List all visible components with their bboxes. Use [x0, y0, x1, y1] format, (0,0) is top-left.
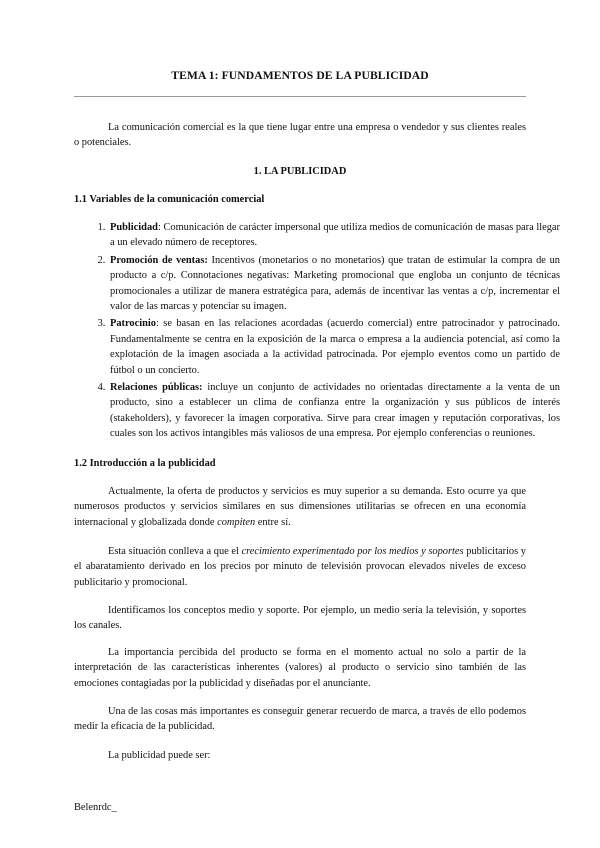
- subsection-heading-variables: 1.1 Variables de la comunicación comercial: [74, 194, 265, 205]
- intro-paragraph: La comunicación comercial es la que tiene lugar entre una empresa o vendedor y sus clientes reales o potenciales.: [74, 122, 526, 149]
- footer-author: Belenrdc_: [74, 802, 117, 813]
- list-item: 1. Publicidad: Comunicación de carácter impersonal que utiliza medios de comunicación de masas para llegar a un elevado número de receptores.: [108, 220, 560, 251]
- list-item-text: incluye un conjunto de actividades no orientadas directamente a la venta de un producto, sino a establecer un clima de confianza entre la organización y sus públicos de interés (stakeholders), y favorecer la imagen corporativa. Sirve para crear imagen y reputación corporativas, los cuales son los activos intangibles más valiosos de una empresa. Por ejemplo conferencias o reuniones.: [110, 382, 560, 440]
- title-divider: [74, 96, 526, 97]
- paragraph-importancia: La importancia percibida del producto se forma en el momento actual no solo a partir de la interpretación de las características inherentes (valores) al producto o servicio sino también de las emociones contagiadas por la publicidad y diseñadas por el anunciante.: [74, 647, 526, 689]
- paragraph-oferta: Actualmente, la oferta de productos y servicios es muy superior a su demanda. Esto ocurre ya que numerosos productos y servicios similares en sus dimensiones utilitarias se ofrecen en una economía internacional y globalizada donde compiten entre sí.: [74, 486, 526, 528]
- document-title: TEMA 1: FUNDAMENTOS DE LA PUBLICIDAD: [171, 69, 429, 82]
- list-item-term: Relaciones públicas:: [110, 382, 203, 394]
- list-item-term: Patrocinio: [110, 318, 156, 330]
- variables-list: [74, 220, 560, 444]
- list-item-text: Incentivos (monetarios o no monetarios) que tratan de estimular la compra de un producto a c/p. Connotaciones negativas: Marketing promocional que engloba un conjunto de técnicas promocionales a utilizar de manera estratégica para, además de incentivar las ventas a c/p, incrementar el valor de las marcas y potenciar su imagen.: [110, 254, 560, 313]
- section-heading-publicidad: 1. LA PUBLICIDAD: [253, 166, 347, 177]
- paragraph-medio-soporte: Identificamos los conceptos medio y soporte. Por ejemplo, un medio sería la televisión, y soportes los canales.: [74, 605, 526, 632]
- subsection-heading-introduccion: 1.2 Introducción a la publicidad: [74, 458, 216, 469]
- list-item-term: Publicidad: [110, 222, 158, 233]
- list-item-text: se basan en las relaciones acordadas (acuerdo comercial) entre patrocinador y patrocinado. Fundamentalmente se centra en la exposición de la marca o empresa a la audiencia potencial, así como la explotación de la imagen asociada a la actividad patrocinada. Por ejemplo eventos como un partido de fútbol o un concierto.: [110, 318, 560, 376]
- paragraph-publicidad-puede-ser: La publicidad puede ser:: [108, 750, 211, 761]
- list-item: 3. Patrocinio: se basan en las relaciones acordadas (acuerdo comercial) entre patrocinador y patrocinado. Fundamentalmente se centra en la exposición de la marca o empresa a la audiencia potencial, así como la explotación de la imagen asociada a la actividad patrocinada. Por ejemplo eventos como un partido de fútbol o un concierto.: [108, 316, 560, 378]
- paragraph-situacion: Esta situación conlleva a que el crecimiento experimentado por los medios y soportes publicitarios y el abaratamiento derivado en los precios por minuto de televisión provocan elevados niveles de exceso publicitario y promocional.: [74, 546, 526, 588]
- list-item: [108, 380, 560, 442]
- list-item: [108, 253, 560, 315]
- paragraph-recuerdo-marca: Una de las cosas más importantes es conseguir generar recuerdo de marca, a través de ello podemos medir la eficacia de la publicidad.: [74, 706, 526, 733]
- list-item-term: Promoción de ventas:: [110, 254, 208, 266]
- list-item-text: Comunicación de carácter impersonal que utiliza medios de comunicación de masas para llegar a un elevado número de receptores.: [110, 222, 560, 249]
